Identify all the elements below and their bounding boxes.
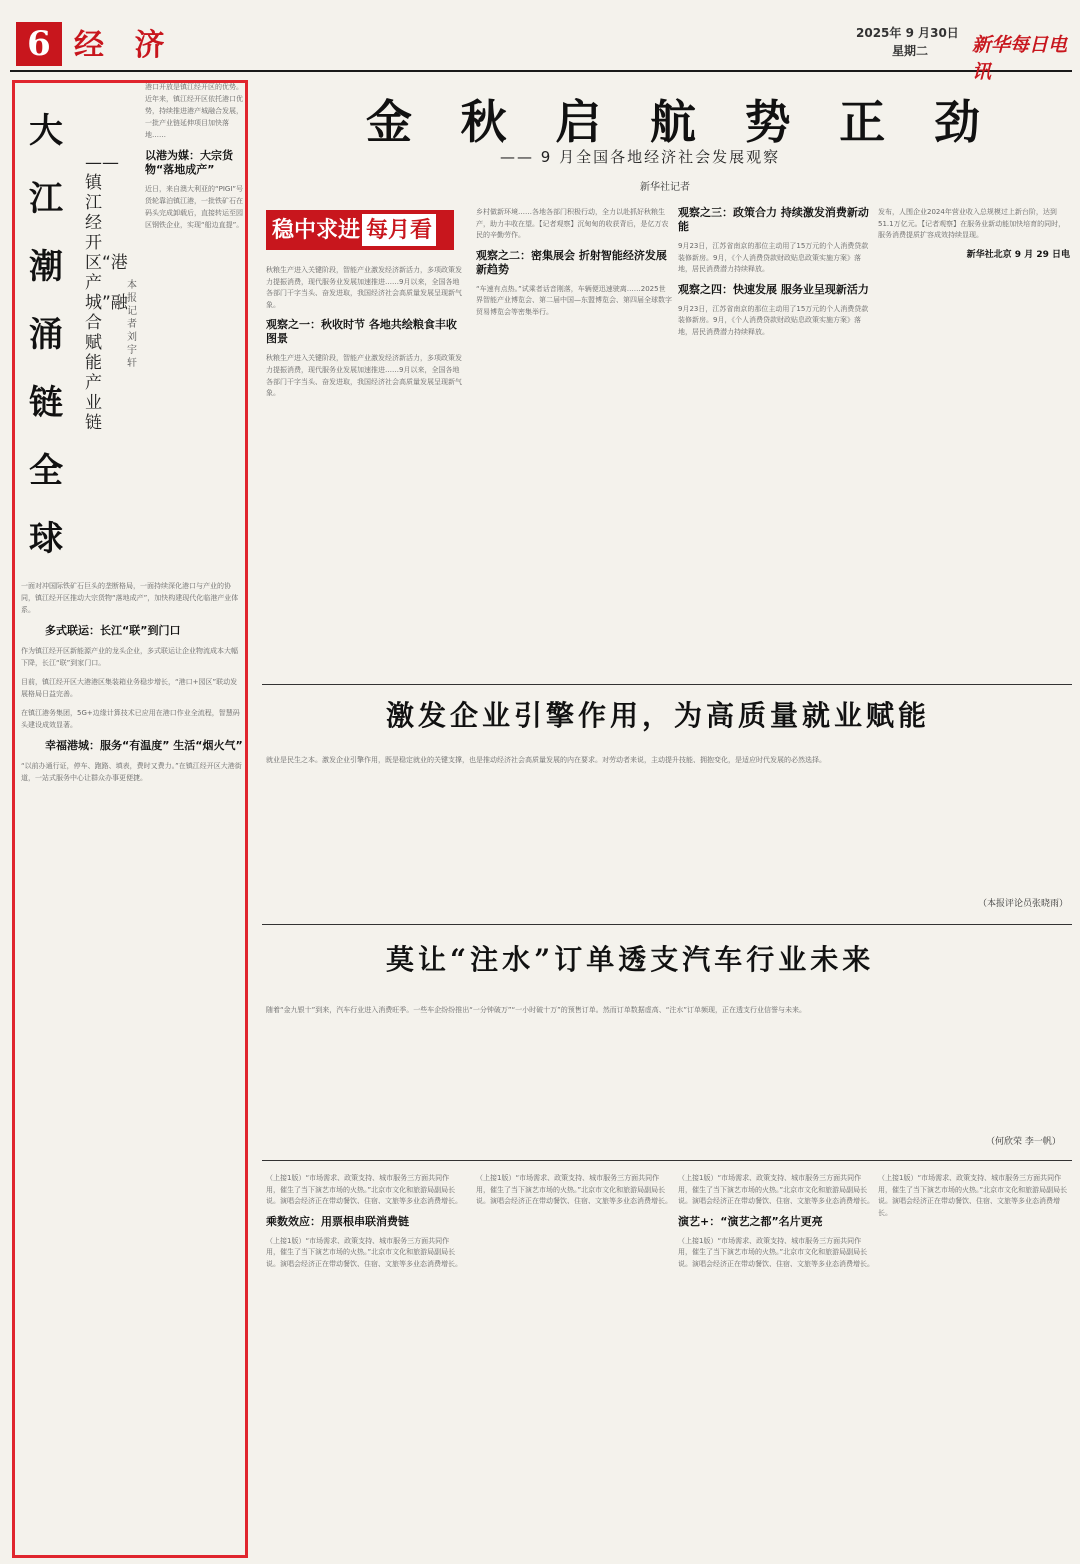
page-number-badge: 6 [16, 22, 62, 66]
auto-body: 随着“金九银十”到来，汽车行业进入消费旺季。一些车企纷纷推出“一分钟破万”“一小时破十万”的预售订单。然而订单数据虚高、“注水”订单频现，正在透支行业信誉与未来。 [266, 1006, 807, 1014]
section-name: 经 济 [74, 28, 175, 63]
culture-column-3: （上接1版）“市场需求、政策支持、城市服务三方面共同作用，催生了当下演艺市场的火热。”北京市文化和旅游局副局长说。演唱会经济正在带动餐饮、住宿、文旅等多业态消费增长。 演艺+：“演艺之都”名片更亮 （上接1版）“市场需求、政策支持、城市服务三方面共同作用，催生了当下演艺市场的火热。”北京市文化和旅游局副局长说。演唱会经济正在带动餐饮、住宿、文旅等多业态消费增长。 [678, 1174, 874, 1268]
observation-head-4: 观察之四：快速发展 服务业呈现新活力 [678, 282, 869, 296]
employment-title[interactable]: 激发企业引擎作用，为高质量就业赋能 [386, 699, 931, 732]
auto-credit: （何欣荣 李一帆） [986, 1137, 1061, 1147]
observation-head-1: 观察之一：秋收时节 各地共绘粮食丰收图景 [266, 318, 457, 346]
left-article-highlighted[interactable] [12, 80, 248, 1558]
main-column-4: 发布，人围企业2024年营业收入总规模过上新台阶，达到51.1万亿元。【记者观察】在服务业新动能加快培育的同时，服务消费提质扩容成效持续显现。 新华社北京 9 月 29 日电 [878, 208, 1070, 260]
issue-date: 2025年 9 月30日 [856, 26, 959, 40]
left-article-top-text: 港口开放是镇江经开区的优势。近年来，镇江经开区依托港口优势，持续推进港产城融合发展，一批产业链延伸项目加快落地…… 以港为媒：大宗货物“落地成产” 近日，来自澳大利亚的“PIGI”号货轮靠泊镇江港，一批铁矿石在码头完成卸载后，直接转运至园区钢铁企业，实现“船边直提”。 [145, 81, 247, 231]
culture-head-1: 乘数效应：用票根串联消费链 [266, 1214, 409, 1228]
main-column-1: 秋粮生产进入关键阶段，智能产业激发经济新活力，多项政策发力提振消费，现代服务业发展加速推进……9月以来，全国各地各部门干字当头、奋发进取，我国经济社会高质量发展呈现新气象。 观察之一：秋收时节 各地共绘粮食丰收图景 秋粮生产进入关键阶段，智能产业激发经济新活力，多项政策发力提振消费，现代服务业发展加速推进……9月以来，全国各地各部门干字当头、奋发进取，我国经济社会高质量发展呈现新气象。 [266, 266, 462, 398]
auto-title[interactable]: 莫让“注水”订单透支汽车行业未来 [386, 943, 875, 976]
observation-head-3: 观察之三：政策合力 持续激发消费新动能 [678, 206, 869, 233]
left-subhead-2: 多式联运：长江“联”到门口 [45, 624, 181, 637]
divider [262, 924, 1072, 925]
paragraph: 目前，镇江经开区大港港区集装箱业务稳步增长，“港口+园区”联动发展格局日益完善。 [21, 678, 238, 698]
left-article-subtitle: ——镇江经开区“港产城”融合赋能产业链 [85, 153, 128, 433]
left-article-title: 大江潮涌链全球 [29, 111, 63, 559]
paragraph: 作为镇江经开区新能源产业的龙头企业，多式联运让企业物流成本大幅下降，长江“联”到家门口。 [21, 647, 238, 667]
employment-body: 就业是民生之本。激发企业引擎作用，既是稳定就业的关键支撑，也是推动经济社会高质量发展的内在要求。对劳动者来说，主动提升技能、拥抱变化，是适应时代发展的必然选择。 [266, 756, 826, 764]
divider [262, 1160, 1072, 1161]
main-subheadline: —— 9 月全国各地经济社会发展观察 [500, 148, 781, 166]
paragraph: “以前办通行证，停车、跑路、填表，费时又费力。”在镇江经开区大港街道，一站式服务中心让群众办事更便捷。 [21, 762, 242, 782]
main-column-2: 乡村做新环境……各地各部门积极行动，全力以赴抓好秋粮生产，助力丰收在望。【记者观察】沉甸甸的收获背后，是亿万农民的辛勤劳作。 观察之二：密集展会 折射智能经济发展新趋势 “车速有点热。”试乘者话音刚落，车辆便迅速驶离……2025世界智能产业博览会、第二届中国—东盟博览会、第四届全球数字贸易博览会等密集举行。 [476, 208, 672, 316]
main-column-3: 观察之三：政策合力 持续激发消费新动能 9月23日，江苏省南京的那位主动用了15万元的个人消费贷款装修新房。9月，《个人消费贷款财政贴息政策实施方案》落地，居民消费潜力持续释放。 观察之四：快速发展 服务业呈现新活力 9月23日，江苏省南京的那位主动用了15万元的个人消费贷款装修新房。9月，《个人消费贷款财政贴息政策实施方案》落地，居民消费潜力持续释放。 [678, 200, 874, 658]
main-headline[interactable]: 金 秋 启 航 势 正 劲 [366, 95, 980, 149]
left-article-body [21, 573, 243, 791]
newspaper-brand-logo: 新华每日电讯 [972, 34, 1068, 83]
main-byline: 新华社记者 [640, 182, 690, 193]
issue-weekday: 星期二 [892, 44, 929, 58]
culture-column-4: （上接1版）“市场需求、政策支持、城市服务三方面共同作用，催生了当下演艺市场的火热。”北京市文化和旅游局副局长说。演唱会经济正在带动餐饮、住宿、文旅等多业态消费增长。 [878, 1174, 1068, 1217]
left-article-byline: 本报记者 刘宇轩 [127, 280, 137, 369]
masthead [10, 8, 1072, 83]
culture-column-2: （上接1版）“市场需求、政策支持、城市服务三方面共同作用，催生了当下演艺市场的火热。”北京市文化和旅游局副局长说。演唱会经济正在带动餐饮、住宿、文旅等多业态消费增长。 [476, 1174, 672, 1206]
left-subhead-1: 以港为媒：大宗货物“落地成产” [145, 149, 233, 176]
culture-column-1: （上接1版）“市场需求、政策支持、城市服务三方面共同作用，催生了当下演艺市场的火热。”北京市文化和旅游局副局长说。演唱会经济正在带动餐饮、住宿、文旅等多业态消费增长。 乘数效应：用票根串联消费链 （上接1版）“市场需求、政策支持、城市服务三方面共同作用，催生了当下演艺市场的火热。”北京市文化和旅游局副局长说。演唱会经济正在带动餐饮、住宿、文旅等多业态消费增长。 [266, 1174, 462, 1268]
culture-head-2: 演艺+：“演艺之都”名片更亮 [678, 1214, 823, 1228]
observation-head-2: 观察之二：密集展会 折射智能经济发展新趋势 [476, 248, 667, 276]
divider [262, 684, 1072, 685]
dateline: 新华社北京 9 月 29 日电 [966, 249, 1070, 260]
left-subhead-3: 幸福港城：服务“有温度” 生活“烟火气” [45, 739, 243, 752]
paragraph: 在镇江港务集团，5G+边缘计算技术已应用在港口作业全流程，智慧码头建设成效显著。 [21, 709, 240, 729]
column-badge: 稳中求进 每月看 [266, 210, 454, 250]
paragraph: 一面对冲国际铁矿石巨头的垄断格局，一面持续深化港口与产业的协同，镇江经开区推动大宗货物“落地成产”，加快构建现代化临港产业体系。 [21, 582, 239, 614]
employment-credit: （本报评论员张晓雨） [978, 899, 1069, 909]
